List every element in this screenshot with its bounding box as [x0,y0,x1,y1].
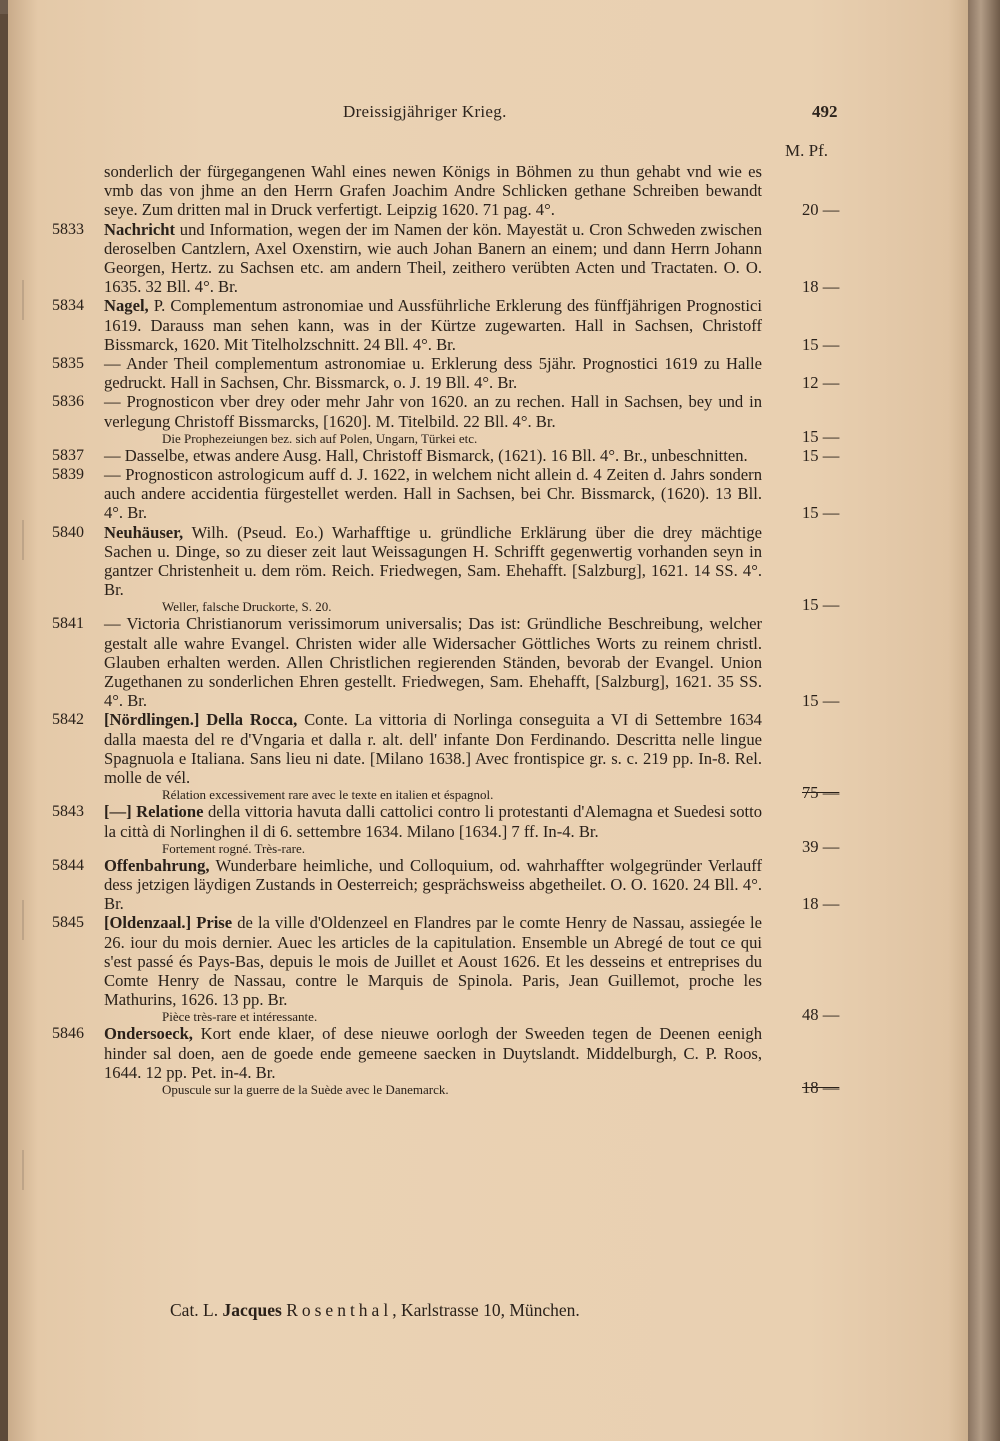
lot-description [104,465,762,523]
lot-number: 5842 [52,711,84,729]
lot-description [104,710,762,802]
lot-text [104,913,762,1009]
page-footer [170,1300,810,1321]
lot-body-text: della vittoria havuta dalli cattolici contro li protestanti d'Alemagna et Suedesi sotto la città di Norlinghen il di 6. settembre 1634. Milano [1634.] 7 ff. In-4. Br. [104,802,763,841]
lot-body-text: Kort ende klaer, of dese nieuwe oorlogh der Sweeden tegen de Deenen eenigh hinder sal doen, aen de goede ende gemeene saecken in Duytslandt. Middelburgh, C. P. Roos, 1644. 12 pp. Pet. in-4. Br. [104,1024,762,1082]
lot-note: Fortement rogné. Très-rare. [162,840,305,856]
lot-number: 5835 [52,355,84,373]
catalogue-entry [52,162,852,220]
margin-pencil-mark [22,520,36,560]
lot-text [104,802,762,840]
lot-price: 12 — [802,373,840,393]
lot-note: Opuscule sur la guerre de la Suède avec le Danemarck. [162,1081,449,1097]
lot-note: Weller, falsche Druckorte, S. 20. [162,599,332,615]
lot-text [104,446,762,465]
page-header [0,102,1000,132]
lot-heading: Offenbahrung, [104,855,210,875]
lot-heading: Ondersoeck, [104,1024,193,1044]
lot-text [104,296,762,354]
lot-number: 5843 [52,803,84,821]
catalogue-entry [52,1024,852,1097]
lot-number: 5837 [52,446,84,464]
catalogue-entry [52,802,852,855]
catalogue-entry [52,614,852,710]
lot-price: 15 — [802,426,840,446]
lot-description [104,913,762,1024]
firm-surname: Rosenthal [286,1300,393,1320]
catalogue-entry [52,446,852,465]
catalogue-entry [52,220,852,297]
lot-body-text: — Dasselbe, etwas andere Ausg. Hall, Christoff Bismarck, (1621). 16 Bll. 4°. Br., unbeschnitten. [104,445,748,465]
lot-body-text: Conte. La vittoria di Norlinga conseguita a VI di Settembre 1634 dalla maesta del re d'Vngaria et dalla r. alt. dell' infante Don Ferdinando. Descritta nelle lingue Spagnuola e Italiana. Sans lieu ni date. [Milano 1638.] Avec frontispice gr. s. c. 219 pp. In-8. Rel. molle de vél. [104,710,762,788]
lot-text [104,465,762,523]
lot-price: 18 — [802,277,840,297]
lot-text [104,614,762,710]
lot-body-text: P. Complementum astronomiae und Aussführliche Erklerung des fünffjährigen Prognostici 1619. Darauss man sehen kann, was in der Kürtze zugewarten. Hall in Sachsen, Christoff Bissmarck, 1620. Mit Titelholzschnitt. 24 Bll. 4°. Br. [104,296,762,354]
lot-description [104,1024,762,1097]
lot-text [104,523,762,600]
lot-heading: [Oldenzaal.] Prise [104,913,233,933]
catalogue-entry [52,710,852,802]
lot-body-text: Wunderbare heimliche, und Colloquium, od. wahrhaffter wolgegründer Verlauff dess jetzigen läydigen Zustands in Oesterreich; gesprächsweiss abgetheilet. O. O. 1620. 24 Bll. 4°. Br. [104,855,762,914]
lot-number: 5840 [52,523,84,541]
lot-description [104,802,762,855]
lot-text [104,1024,762,1082]
catalogue-entry [52,354,852,392]
firm-address: , Karlstrasse 10, München. [392,1300,580,1320]
lot-body-text: — Prognosticon vber drey oder mehr Jahr von 1620. an zu rechen. Hall in Sachsen, bey und in verlegung Christoff Bissmarcks, [1620]. M. Titelbild. 22 Bll. 4°. Br. [104,392,762,431]
lot-price: 18 — [802,1077,840,1097]
lot-heading: Nagel, [104,296,149,316]
lot-price: 15 — [802,691,840,711]
lot-heading: Neuhäuser, [104,522,184,542]
catalogue-entry [52,392,852,445]
lot-text [104,354,762,392]
lot-description [104,354,762,392]
lot-heading: Nachricht [104,219,175,239]
lot-description [104,856,762,914]
margin-pencil-mark [22,900,36,940]
lot-number: 5846 [52,1025,84,1043]
lot-heading: [—] Relatione [104,802,204,822]
catalogue-entry [52,465,852,523]
price-column-header: M. Pf. [785,141,828,160]
running-title: Dreissigjähriger Krieg. [343,102,507,121]
catalogue-entry [52,523,852,615]
catalogue-entry [52,296,852,354]
lot-number: 5844 [52,856,84,874]
book-binding [968,0,1000,1441]
lot-body-text: — Ander Theil complementum astronomiae u. Erklerung dess 5jähr. Prognostici 1619 zu Halle gedruckt. Hall in Sachsen, Chr. Bissmarck, o. J. 19 Bll. 4°. Br. [104,354,762,393]
lot-text [104,162,762,220]
lot-price: 18 — [802,894,840,914]
lot-body-text: de la ville d'Oldenzeel en Flandres par le comte Henry de Nassau, assiegée le 26. iour du mois dernier. Auec les articles de la capitulation. Ensemble un Abregé de tout ce qui s'est passé és Pays-Bas, depuis le mois de Juillet et Aoust 1626. Et les desseins et entreprises du Comte Henry de Nassau, contre le Marquis de Spinola. Paris, Jean Guillemot, proche les Mathurins, 1626. 13 pp. Br. [104,913,762,1010]
lot-note: Die Prophezeiungen bez. sich auf Polen, Ungarn, Türkei etc. [162,430,478,446]
lot-description [104,162,762,220]
lot-number: 5833 [52,220,84,238]
lot-note: Pièce très-rare et intéressante. [162,1009,318,1025]
lot-text [104,710,762,787]
lot-text [104,392,762,430]
lot-price: 15 — [802,334,840,354]
lot-note: Rélation excessivement rare avec le texte en italien et éspagnol. [162,787,494,803]
catalogue-entries [52,162,852,1097]
lot-text [104,856,762,914]
lot-body-text: — Victoria Christianorum verissimorum universalis; Das ist: Gründliche Beschreibung, welcher gestalt alle wahre Evangel. Christen wider alle Widersacher Göttliches Worts zu reinem christl. Glauben erhalten werden. Allen Christlichen regierenden Ständen, bevorab der Evangel. Union Zugethanen zu sonderlichen Ehren gestellt. Friedwegen, Sam. Ehehafft, [Salzburg], 1621. 35 SS. 4°. Br. [104,614,762,711]
lot-price: 39 — [802,836,840,856]
lot-number: 5836 [52,393,84,411]
lot-price: 15 — [802,595,840,615]
lot-price: 20 — [802,200,840,220]
lot-description [104,220,762,297]
lot-text [104,220,762,297]
lot-body-text: Wilh. (Pseud. Eo.) Warhafftige u. gründliche Erklärung über die drey mächtige Sachen u. Dinge, so zu dieser zeit laut Weissagungen H. Schrifft gegenwertig vorhanden seyn in gantzer Christenheit u. dem röm. Reich. Friedwegen, Sam. Ehehafft. [Salzburg], 1621. 14 SS. 4°. Br. [104,522,762,600]
lot-heading: [Nördlingen.] Della Rocca, [104,710,298,730]
lot-body-text: — Prognosticon astrologicum auff d. J. 1622, in welchem nicht allein d. 4 Zeiten d. Jahrs sondern auch andere accidentia fürgestellet werden. Hall in Sachsen, bei Chr. Bissmarck, (1620). 13 Bll. 4°. Br. [104,465,762,523]
lot-price: 75 — [802,783,840,803]
lot-description [104,296,762,354]
lot-description [104,614,762,710]
lot-number [52,162,104,220]
lot-price: 15 — [802,445,840,465]
lot-number: 5845 [52,914,84,932]
lot-price: 48 — [802,1005,840,1025]
catalogue-entry [52,913,852,1024]
catalogue-entry [52,856,852,914]
lot-number: 5841 [52,615,84,633]
lot-description [104,523,762,615]
catalogue-label: Cat. L. [170,1300,219,1320]
lot-price: 15 — [802,503,840,523]
lot-body-text: sonderlich der fürgegangenen Wahl eines newen Königs in Böhmen zu thun gehabt vnd wie es vmb das von jhme an den Herrn Grafen Joachim Andre Schlicken gethane Schreiben bewandt seye. Zum dritten mal in Druck verfertigt. Leipzig 1620. 71 pag. 4°. [104,162,762,220]
lot-body-text: und Information, wegen der im Namen der kön. Mayestät u. Cron Schweden zwischen deroselben Cantzlern, Axel Oxenstirn, wie auch Johan Banern an einem; und dann Herrn Johann Georgen, Hertz. zu Sachsen etc. am andern Theil, zeithero verübten Acten und Tractaten. O. O. 1635. 32 Bll. 4°. Br. [104,219,762,297]
margin-pencil-mark [22,1150,36,1190]
firm-first-name: Jacques [222,1300,282,1320]
lot-number: 5834 [52,297,84,315]
lot-number: 5839 [52,466,84,484]
lot-description [104,446,762,465]
page-number: 492 [812,102,838,121]
lot-description [104,392,762,445]
margin-pencil-mark [22,280,36,320]
